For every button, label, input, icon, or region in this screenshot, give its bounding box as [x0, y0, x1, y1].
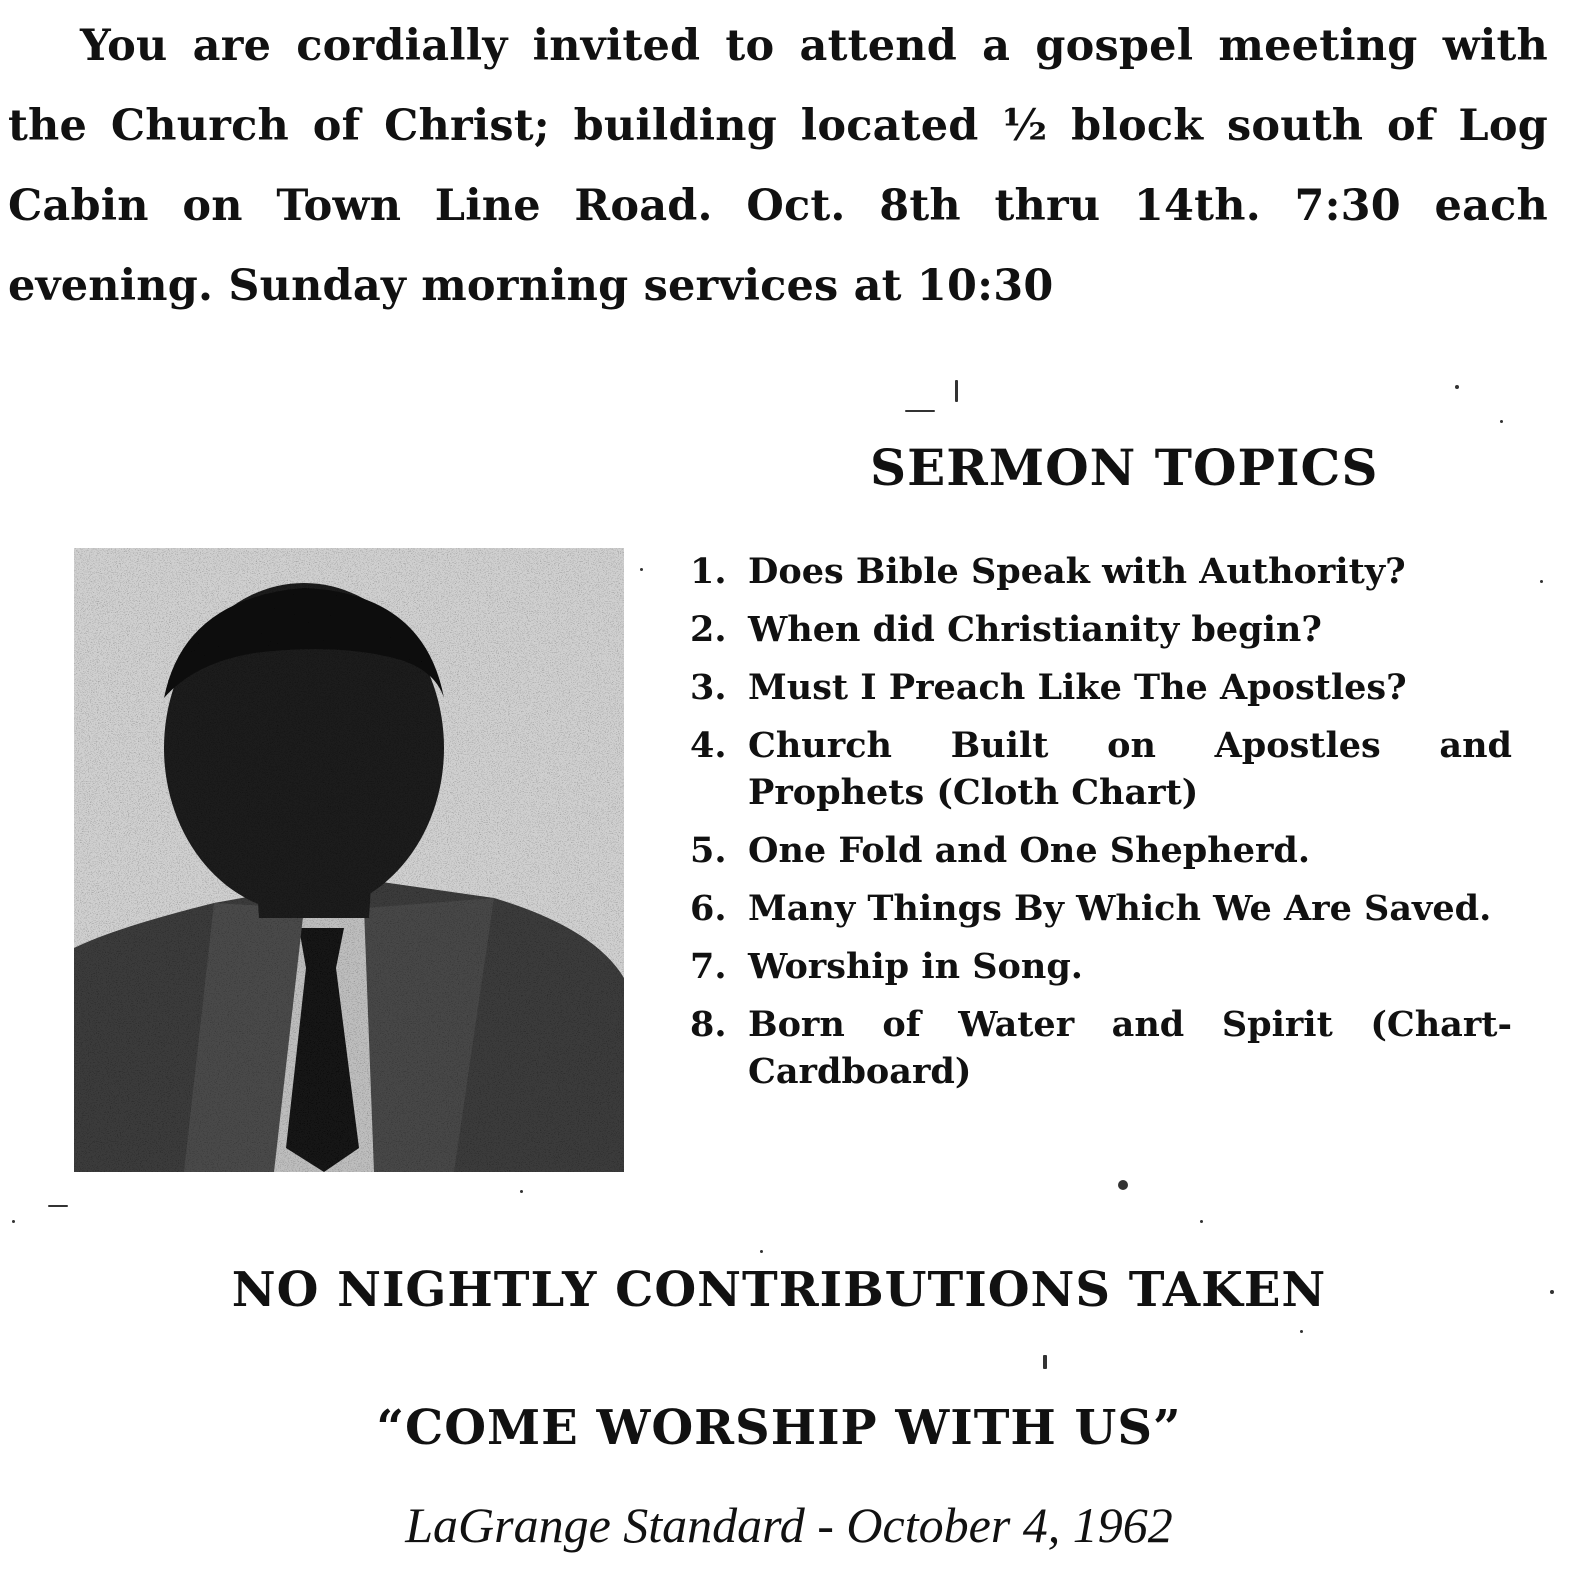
sermon-topics-heading: SERMON TOPICS	[870, 438, 1379, 497]
topic-number: 5.	[690, 830, 727, 871]
topic-text: Must I Preach Like The Apostles?	[748, 667, 1407, 708]
topic-text: When did Christianity begin?	[748, 609, 1322, 650]
list-item	[690, 885, 1512, 932]
topic-number: 4.	[690, 725, 727, 766]
source-caption: LaGrange Standard - October 4, 1962	[405, 1497, 1173, 1553]
invitation-paragraph: You are cordially invited to attend a gospel meeting with the Church of Christ; building located ½ block south of Log Cabin on Town Line Road. Oct. 8th thru 14th. 7:30 each evening. Sunday morning services at 10:30	[8, 21, 1548, 311]
list-item	[690, 548, 1512, 595]
topic-number: 7.	[690, 946, 727, 987]
topic-number: 8.	[690, 1004, 727, 1045]
topic-number: 2.	[690, 609, 727, 650]
list-item	[690, 827, 1512, 874]
list-item	[690, 943, 1512, 990]
topic-text: One Fold and One Shepherd.	[748, 830, 1311, 871]
list-item	[690, 606, 1512, 653]
topic-text: Born of Water and Spirit (Chart-Cardboard)	[748, 1004, 1512, 1092]
list-item	[690, 1001, 1512, 1095]
list-item	[690, 722, 1512, 816]
no-contributions-notice: NO NIGHTLY CONTRIBUTIONS TAKEN	[231, 1262, 1327, 1318]
come-worship-notice: “COME WORSHIP WITH US”	[376, 1400, 1182, 1456]
topic-text: Church Built on Apostles and Prophets (Cloth Chart)	[748, 725, 1512, 813]
topic-text: Many Things By Which We Are Saved.	[748, 888, 1492, 929]
list-item	[690, 664, 1512, 711]
preacher-portrait-photo	[74, 548, 624, 1172]
topic-number: 3.	[690, 667, 727, 708]
sermon-topics-list	[690, 548, 1512, 1106]
topic-number: 1.	[690, 551, 727, 592]
topic-text: Does Bible Speak with Authority?	[748, 551, 1406, 592]
topic-text: Worship in Song.	[748, 946, 1083, 987]
topic-number: 6.	[690, 888, 727, 929]
